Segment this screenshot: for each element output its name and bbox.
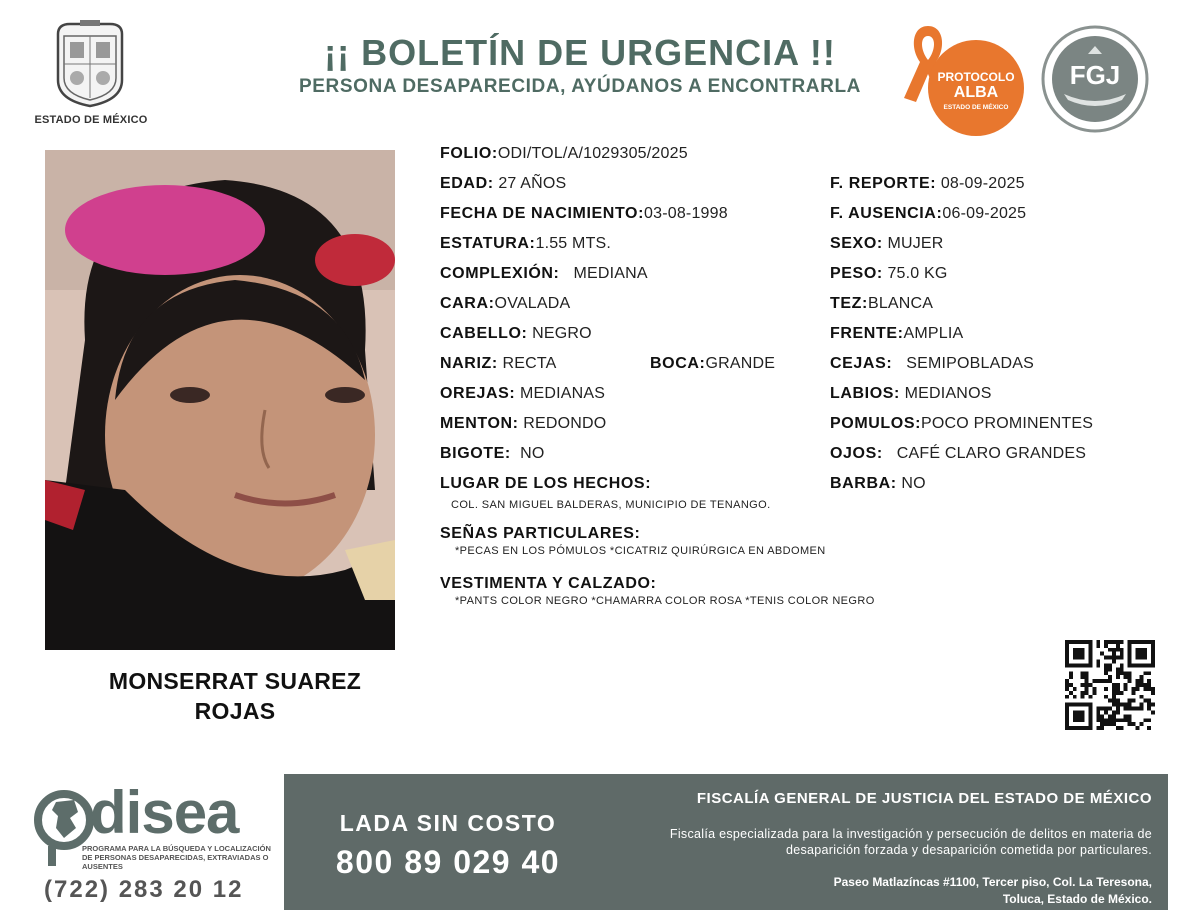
alba-badge: [928, 40, 1024, 136]
field-value: 75.0 KG: [887, 265, 948, 282]
alba-line3: ESTADO DE MÉXICO: [943, 104, 1009, 111]
field-complexion: [440, 265, 648, 283]
field-value: GRANDE: [705, 355, 776, 372]
address-line2: Toluca, Estado de México.: [1002, 892, 1152, 906]
field-label: BOCA:: [650, 355, 706, 372]
field-value: 08-09-2025: [940, 175, 1025, 192]
field-label: LABIOS:: [830, 385, 900, 402]
field-boca: [650, 355, 775, 373]
odisea-logo: [34, 779, 274, 876]
field-frente: [830, 325, 963, 343]
alba-line1: PROTOCOLO: [937, 70, 1015, 84]
fiscalia-description: Fiscalía especializada para la investigación y persecución de delitos en materia de desaparición forzada y desaparición cometida por particulares.: [669, 827, 1152, 857]
field-folio: [440, 145, 688, 163]
field-barba: [830, 475, 926, 493]
field-label: CEJAS:: [830, 355, 893, 372]
field-label: MENTON:: [440, 415, 519, 432]
field-f-reporte: [830, 175, 1025, 193]
field-value: MUJER: [887, 235, 944, 252]
field-bigote: [440, 445, 545, 463]
field-value: POCO PROMINENTES: [921, 415, 1094, 432]
field-value: ODI/TOL/A/1029305/2025: [497, 145, 688, 162]
lada-number: 800 89 029 40: [335, 844, 561, 880]
field-value: 03-08-1998: [644, 205, 728, 222]
field-value: 27 AÑOS: [498, 175, 567, 192]
fiscalia-address: [592, 874, 1152, 908]
qr-code[interactable]: [1064, 640, 1156, 730]
field-label: F. REPORTE:: [830, 175, 937, 192]
field-label: POMULOS:: [830, 415, 922, 432]
lada-label: LADA SIN COSTO: [339, 810, 557, 836]
field-label: OJOS:: [830, 445, 883, 462]
field-label: ESTATURA:: [440, 235, 536, 252]
field-lugar-value: COL. SAN MIGUEL BALDERAS, MUNICIPIO DE TENANGO.: [451, 499, 771, 511]
field-label: SEÑAS PARTICULARES:: [440, 525, 641, 542]
field-peso: [830, 265, 948, 283]
field-ojos: [830, 445, 1086, 463]
field-f-ausencia: [830, 205, 1026, 223]
field-value: NEGRO: [532, 325, 592, 342]
field-label: PESO:: [830, 265, 883, 282]
field-senas-value: *PECAS EN LOS PÓMULOS *CICATRIZ QUIRÚRGICA EN ABDOMEN: [455, 545, 826, 557]
field-pomulos: [830, 415, 1093, 433]
page-title: ¡¡ BOLETÍN DE URGENCIA !!: [324, 32, 836, 73]
field-value: CAFÉ CLARO GRANDES: [896, 445, 1087, 462]
field-value: REDONDO: [523, 415, 607, 432]
field-label: CABELLO:: [440, 325, 528, 342]
field-senas-label: [440, 525, 640, 543]
page-subtitle: PERSONA DESAPARECIDA, AYÚDANOS A ENCONTRARLA: [299, 76, 861, 97]
field-value: MEDIANAS: [519, 385, 606, 402]
field-edad: [440, 175, 566, 193]
field-nariz: [440, 355, 557, 373]
field-value: MEDIANOS: [904, 385, 992, 402]
phone-number: (722) 283 20 12: [44, 876, 244, 903]
field-label: FECHA DE NACIMIENTO:: [440, 205, 644, 222]
field-orejas: [440, 385, 605, 403]
odisea-description: PROGRAMA PARA LA BÚSQUEDA Y LOCALIZACIÓN DE PERSONAS DESAPARECIDAS, EXTRAVIADAS O AUSENTES: [82, 844, 271, 871]
field-label: NARIZ:: [440, 355, 498, 372]
field-label: FRENTE:: [830, 325, 904, 342]
fgj-logo-icon: [1040, 24, 1150, 134]
field-value: NO: [520, 445, 545, 462]
field-value: BLANCA: [867, 295, 934, 312]
estado-de-mexico-seal-icon: [50, 20, 130, 108]
address-line1: Paseo Matlazíncas #1100, Tercer piso, Col. La Teresona,: [833, 875, 1152, 889]
seal-label: ESTADO DE MÉXICO: [34, 114, 148, 126]
field-cabello: [440, 325, 592, 343]
protocolo-alba-logo: [898, 22, 1030, 134]
field-estatura: [440, 235, 611, 253]
field-lugar-label: [440, 475, 651, 493]
field-label: BIGOTE:: [440, 445, 511, 462]
field-fecha-nacimiento: [440, 205, 728, 223]
field-vestimenta-label: [440, 575, 656, 593]
field-value: 1.55 MTS.: [535, 235, 612, 252]
odisea-wordmark: disea: [90, 779, 239, 846]
field-cejas: [830, 355, 1034, 373]
field-label: COMPLEXIÓN:: [440, 265, 560, 282]
field-label: EDAD:: [440, 175, 494, 192]
person-name: [70, 666, 400, 726]
fiscalia-footer: [284, 774, 1168, 910]
field-label: CARA:: [440, 295, 495, 312]
alba-line2: ALBA: [953, 84, 999, 101]
field-label: LUGAR DE LOS HECHOS:: [440, 475, 652, 492]
field-labios: [830, 385, 992, 403]
field-value: OVALADA: [494, 295, 571, 312]
field-label: F. AUSENCIA:: [830, 205, 943, 222]
fgj-text: FGJ: [1069, 60, 1121, 90]
field-value: SEMIPOBLADAS: [906, 355, 1034, 372]
field-value: RECTA: [502, 355, 557, 372]
field-value: NO: [901, 475, 926, 492]
field-cara: [440, 295, 570, 313]
field-value: 06-09-2025: [942, 205, 1027, 222]
field-label: SEXO:: [830, 235, 883, 252]
missing-person-photo: [45, 150, 395, 650]
field-menton: [440, 415, 606, 433]
field-sexo: [830, 235, 944, 253]
field-label: OREJAS:: [440, 385, 516, 402]
field-value: AMPLIA: [903, 325, 964, 342]
field-label: BARBA:: [830, 475, 897, 492]
field-value: MEDIANA: [573, 265, 648, 282]
field-label: TEZ:: [830, 295, 868, 312]
field-label: FOLIO:: [440, 145, 498, 162]
person-name-line1: MONSERRAT SUAREZ: [108, 668, 362, 694]
fiscalia-title: FISCALÍA GENERAL DE JUSTICIA DEL ESTADO DE MÉXICO: [696, 790, 1152, 807]
field-label: VESTIMENTA Y CALZADO:: [440, 575, 657, 592]
person-name-line2: ROJAS: [194, 698, 276, 724]
field-tez: [830, 295, 933, 313]
field-vestimenta-value: *PANTS COLOR NEGRO *CHAMARRA COLOR ROSA *TENIS COLOR NEGRO: [455, 595, 875, 607]
